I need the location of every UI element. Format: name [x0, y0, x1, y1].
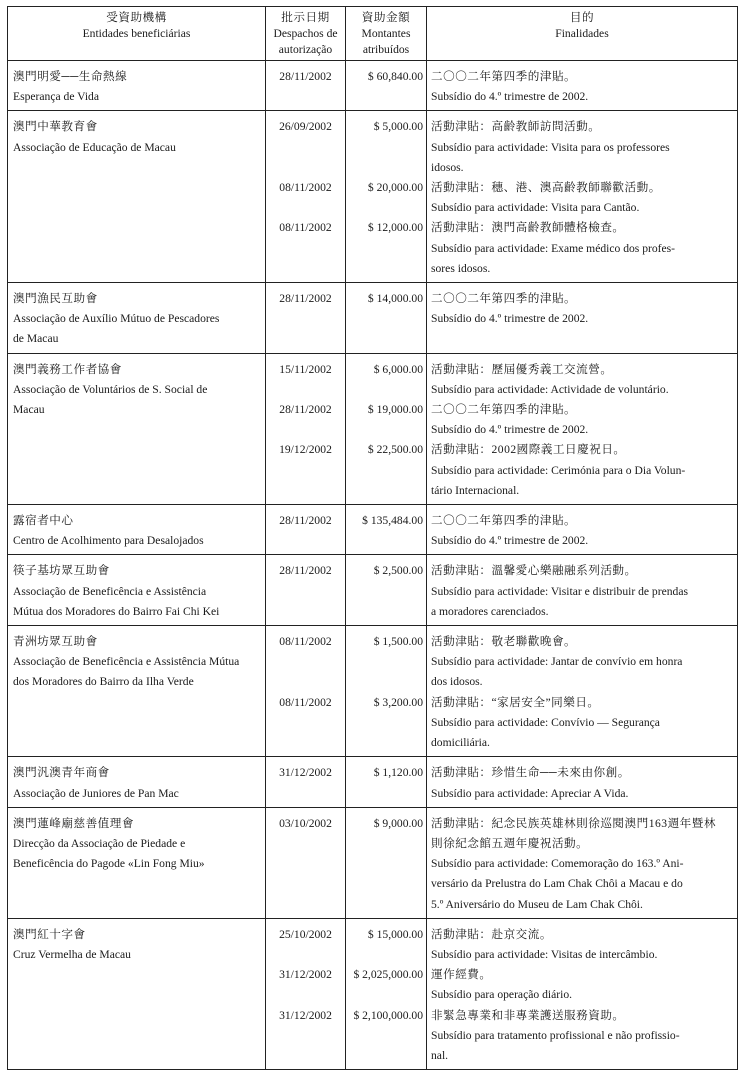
grant-date: 28/11/2002: [279, 292, 332, 306]
date-cell: [266, 807, 346, 918]
purpose-text-pt: tário Internacional.: [431, 483, 520, 497]
table-row: [8, 353, 738, 504]
grant-date: 08/11/2002: [279, 180, 332, 194]
purpose-text-zh: 活動津貼：2002國際義工日慶祝日。: [431, 443, 626, 457]
amount-cell: [346, 111, 427, 283]
purpose-cell: [427, 555, 738, 626]
purpose-text-zh: 活動津貼：澳門高齡教師體格檢查。: [431, 221, 625, 235]
date-cell: [266, 555, 346, 626]
entity-name-pt: Associação de Beneficência e Assistência Mútua: [13, 655, 240, 669]
grant-amount: $ 6,000.00: [373, 362, 423, 376]
purpose-text-zh: 二〇〇二年第四季的津貼。: [431, 514, 577, 528]
grant-date: 25/10/2002: [279, 927, 332, 941]
entity-cell: [8, 807, 266, 918]
entity-cell: [8, 283, 266, 354]
purpose-cell: [427, 353, 738, 504]
entity-name-pt: Associação de Beneficência e Assistência: [13, 584, 207, 598]
date-cell: [266, 918, 346, 1069]
entity-name-pt: Cruz Vermelha de Macau: [13, 947, 131, 961]
grant-amount: $ 135,484.00: [362, 514, 423, 528]
grant-amount: $ 9,000.00: [373, 816, 423, 830]
entity-name-pt: Centro de Acolhimento para Desalojados: [13, 534, 204, 548]
purpose-text-zh: 則徐紀念館五週年慶祝活動。: [431, 836, 589, 850]
purpose-text-pt: Subsídio para actividade: Exame médico dos profes-: [431, 241, 676, 255]
purpose-text-zh: 二〇〇二年第四季的津貼。: [431, 70, 577, 83]
entity-cell: [8, 918, 266, 1069]
table-body: [8, 61, 738, 1070]
purpose-text-zh: 活動津貼：穗、港、澳高齡教師聯歡活動。: [431, 181, 661, 195]
entity-name-zh: 澳門蓮峰廟慈善值理會: [13, 816, 134, 830]
entity-name-zh: 青洲坊眾互助會: [13, 635, 98, 649]
header-date-pt-2: autorização: [278, 43, 333, 56]
amount-cell: [346, 626, 427, 757]
header-purpose: [427, 7, 738, 61]
purpose-text-pt: Subsídio do 4.º trimestre de 2002.: [431, 90, 589, 104]
grant-amount: $ 1,500.00: [373, 635, 423, 649]
purpose-text-pt: Subsídio do 4.º trimestre de 2002.: [431, 534, 589, 548]
entity-cell: [8, 555, 266, 626]
entity-name-pt: Associação de Juniores de Pan Mac: [13, 786, 179, 800]
date-cell: [266, 61, 346, 111]
purpose-text-pt: nal.: [431, 1048, 449, 1062]
entity-name-zh: 澳門汎澳青年商會: [13, 766, 110, 780]
entity-name-pt: Beneficência do Pagode «Lin Fong Miu»: [13, 857, 205, 871]
purpose-text-zh: 活動津貼：歷屆優秀義工交流營。: [431, 362, 613, 376]
header-date-pt-1: Despachos de: [273, 27, 338, 40]
entity-name-zh: 澳門義務工作者協會: [13, 362, 122, 376]
purpose-text-pt: Subsídio para actividade: Jantar de convívio em honra: [431, 655, 683, 669]
entity-cell: [8, 757, 266, 807]
header-entity-zh: 受資助機構: [106, 11, 167, 24]
purpose-cell: [427, 807, 738, 918]
grant-amount: $ 14,000.00: [367, 292, 423, 306]
table-row: [8, 555, 738, 626]
entity-cell: [8, 111, 266, 283]
grant-amount: $ 2,100,000.00: [353, 1008, 423, 1022]
grants-document: [7, 6, 737, 1070]
grant-amount: $ 2,500.00: [373, 564, 423, 578]
grants-table: [7, 6, 738, 1070]
header-amount: [346, 7, 427, 61]
amount-cell: [346, 918, 427, 1069]
purpose-cell: [427, 918, 738, 1069]
header-entity-pt: Entidades beneficiárias: [82, 27, 191, 40]
date-cell: [266, 111, 346, 283]
purpose-text-pt: Subsídio para actividade: Cerimónia para o Dia Volun-: [431, 463, 686, 477]
table-row: [8, 807, 738, 918]
entity-name-pt: Direcção da Associação de Piedade e: [13, 836, 186, 850]
table-row: [8, 626, 738, 757]
header-amount-pt-2: atribuídos: [362, 43, 410, 56]
grant-date: 28/11/2002: [279, 70, 332, 83]
purpose-cell: [427, 283, 738, 354]
purpose-text-pt: Subsídio para actividade: Visitar e distribuir de prendas: [431, 584, 688, 598]
purpose-text-zh: 活動津貼：珍惜生命──未來由你創。: [431, 766, 630, 780]
grant-date: 03/10/2002: [279, 816, 332, 830]
purpose-text-pt: Subsídio do 4.º trimestre de 2002.: [431, 423, 589, 437]
purpose-text-pt: 5.º Aniversário do Museu de Lam Chak Chôi.: [431, 897, 643, 911]
purpose-text-pt: idosos.: [431, 160, 464, 174]
header-purpose-zh: 目的: [569, 11, 595, 24]
entity-name-zh: 筷子基坊眾互助會: [13, 564, 110, 578]
amount-cell: [346, 283, 427, 354]
header-amount-zh: 資助金額: [361, 11, 411, 24]
table-header-row: [8, 7, 738, 61]
purpose-text-zh: 活動津貼：溫馨愛心樂融融系列活動。: [431, 564, 637, 578]
purpose-text-pt: Subsídio do 4.º trimestre de 2002.: [431, 312, 589, 326]
purpose-text-pt: Subsídio para actividade: Visita para Cantão.: [431, 201, 640, 215]
header-date: [266, 7, 346, 61]
purpose-text-pt: versário da Prelustra do Lam Chak Chôi a Macau e do: [431, 877, 683, 891]
entity-name-zh: 澳門明愛──生命熱線: [13, 70, 128, 83]
purpose-cell: [427, 111, 738, 283]
grant-date: 28/11/2002: [279, 403, 332, 417]
table-row: [8, 61, 738, 111]
purpose-cell: [427, 757, 738, 807]
grant-amount: $ 12,000.00: [367, 221, 423, 235]
entity-name-pt: de Macau: [13, 332, 59, 346]
purpose-text-pt: Subsídio para actividade: Visita para os professores: [431, 140, 670, 154]
grant-date: 28/11/2002: [279, 564, 332, 578]
entity-cell: [8, 61, 266, 111]
purpose-text-pt: Subsídio para actividade: Visitas de intercâmbio.: [431, 947, 658, 961]
purpose-text-zh: 活動津貼：紀念民族英雄林則徐巡閱澳門163週年暨林: [431, 816, 716, 830]
grant-amount: $ 19,000.00: [367, 403, 423, 417]
grant-amount: $ 3,200.00: [373, 695, 423, 709]
purpose-cell: [427, 61, 738, 111]
purpose-text-pt: Subsídio para actividade: Apreciar A Vida.: [431, 786, 629, 800]
date-cell: [266, 757, 346, 807]
purpose-text-pt: Subsídio para actividade: Convívio — Segurança: [431, 715, 660, 729]
amount-cell: [346, 757, 427, 807]
table-row: [8, 505, 738, 555]
purpose-text-zh: 二〇〇二年第四季的津貼。: [431, 292, 577, 306]
entity-cell: [8, 626, 266, 757]
entity-name-pt: Associação de Educação de Macau: [13, 140, 176, 154]
entity-name-pt: Associação de Voluntários de S. Social de: [13, 382, 208, 396]
purpose-text-pt: Subsídio para actividade: Actividade de voluntário.: [431, 382, 669, 396]
purpose-text-pt: Subsídio para operação diário.: [431, 988, 573, 1002]
purpose-text-zh: 活動津貼：敬老聯歡晚會。: [431, 635, 577, 649]
purpose-text-pt: a moradores carenciados.: [431, 604, 549, 618]
purpose-text-pt: Subsídio para actividade: Comemoração do 163.º Ani-: [431, 857, 684, 871]
amount-cell: [346, 505, 427, 555]
grant-amount: $ 15,000.00: [367, 927, 423, 941]
grant-date: 31/12/2002: [279, 1008, 332, 1022]
entity-cell: [8, 505, 266, 555]
table-row: [8, 918, 738, 1069]
date-cell: [266, 626, 346, 757]
grant-date: 08/11/2002: [279, 635, 332, 649]
grant-date: 31/12/2002: [279, 968, 332, 982]
purpose-text-zh: 非緊急專業和非專業護送服務資助。: [431, 1008, 625, 1022]
purpose-cell: [427, 626, 738, 757]
entity-cell: [8, 353, 266, 504]
entity-name-pt: dos Moradores do Bairro da Ilha Verde: [13, 675, 194, 689]
entity-name-zh: 澳門紅十字會: [13, 927, 86, 941]
entity-name-pt: Associação de Auxílio Mútuo de Pescadores: [13, 312, 220, 326]
grant-date: 19/12/2002: [279, 443, 332, 457]
date-cell: [266, 505, 346, 555]
grant-date: 15/11/2002: [279, 362, 332, 376]
entity-name-pt: Mútua dos Moradores do Bairro Fai Chi Kei: [13, 604, 220, 618]
table-row: [8, 111, 738, 283]
grant-amount: $ 1,120.00: [373, 766, 423, 780]
purpose-text-pt: sores idosos.: [431, 261, 491, 275]
entity-name-zh: 澳門漁民互助會: [13, 292, 98, 306]
amount-cell: [346, 555, 427, 626]
entity-name-pt: Macau: [13, 403, 45, 417]
grant-amount: $ 22,500.00: [367, 443, 423, 457]
entity-name-pt: Esperança de Vida: [13, 90, 100, 104]
purpose-text-zh: 二〇〇二年第四季的津貼。: [431, 403, 577, 417]
grant-date: 08/11/2002: [279, 221, 332, 235]
header-date-zh: 批示日期: [281, 11, 330, 24]
amount-cell: [346, 61, 427, 111]
grant-amount: $ 2,025,000.00: [353, 968, 423, 982]
grant-date: 26/09/2002: [279, 120, 332, 134]
purpose-text-pt: domiciliária.: [431, 736, 490, 750]
purpose-cell: [427, 505, 738, 555]
purpose-text-zh: 活動津貼：“家居安全”同樂日。: [431, 695, 600, 709]
purpose-text-zh: 活動津貼：高齡教師訪問活動。: [431, 120, 601, 134]
header-amount-pt-1: Montantes: [361, 27, 411, 40]
header-entity: [8, 7, 266, 61]
date-cell: [266, 353, 346, 504]
amount-cell: [346, 807, 427, 918]
grant-amount: $ 20,000.00: [367, 180, 423, 194]
date-cell: [266, 283, 346, 354]
entity-name-zh: 露宿者中心: [13, 514, 74, 528]
grant-amount: $ 60,840.00: [367, 70, 423, 83]
entity-name-zh: 澳門中華教育會: [13, 120, 98, 134]
purpose-text-pt: Subsídio para tratamento profissional e não profissio-: [431, 1028, 680, 1042]
purpose-text-zh: 活動津貼：赴京交流。: [431, 927, 552, 941]
grant-date: 31/12/2002: [279, 766, 332, 780]
grant-date: 08/11/2002: [279, 695, 332, 709]
grant-amount: $ 5,000.00: [373, 120, 423, 134]
grant-date: 28/11/2002: [279, 514, 332, 528]
table-row: [8, 283, 738, 354]
purpose-text-pt: dos idosos.: [431, 675, 483, 689]
table-row: [8, 757, 738, 807]
header-purpose-pt: Finalidades: [555, 27, 609, 40]
purpose-text-zh: 運作經費。: [431, 968, 492, 982]
amount-cell: [346, 353, 427, 504]
